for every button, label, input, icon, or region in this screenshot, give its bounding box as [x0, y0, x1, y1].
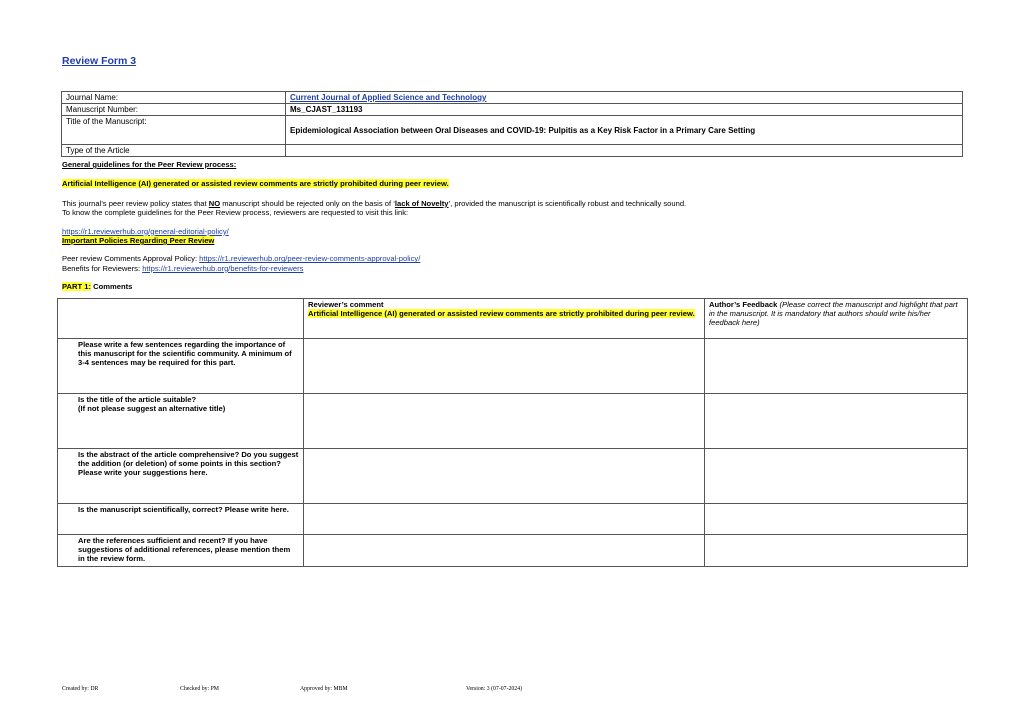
benefits-line: Benefits for Reviewers: https://r1.reviewerhub.org/benefits-for-reviewers [62, 263, 304, 273]
table-row [58, 504, 968, 535]
ai-warning: Artificial Intelligence (AI) generated or assisted review comments are strictly prohibited during peer review. [62, 179, 449, 189]
question-title: Is the title of the article suitable? (If not please suggest an alternative title) [58, 394, 304, 449]
journal-row [62, 92, 963, 104]
manuscript-title-value: Epidemiological Association between Oral Diseases and COVID-19: Pulpitis as a Key Risk Factor in a Primary Care Setting [286, 116, 963, 145]
reviewer-comment-header: Reviewer’s comment Artificial Intelligence (AI) generated or assisted review comments are strictly prohibited during peer review. [304, 299, 705, 339]
table-row [58, 535, 968, 567]
important-policies-heading: Important Policies Regarding Peer Review [62, 236, 215, 246]
journal-link[interactable]: Current Journal of Applied Science and Technology [290, 93, 487, 102]
approval-policy-link[interactable]: https://r1.reviewerhub.org/peer-review-comments-approval-policy/ [199, 254, 421, 264]
table-row [58, 339, 968, 394]
author-feedback-cell[interactable] [705, 535, 968, 567]
visit-text: To know the complete guidelines for the Peer Review process, reviewers are requested to visit this link: [62, 208, 409, 218]
question-references: Are the references sufficient and recent? If you have suggestions of additional references, please mention them in the review form. [58, 535, 304, 567]
editorial-policy-link[interactable]: https://r1.reviewerhub.org/general-editorial-policy/ [62, 226, 229, 236]
manuscript-info-table [61, 91, 963, 157]
table-row [58, 394, 968, 449]
reviewer-comment-cell[interactable] [304, 535, 705, 567]
reviewer-comment-cell[interactable] [304, 339, 705, 394]
journal-label: Journal Name: [62, 92, 286, 104]
guidelines-heading: General guidelines for the Peer Review process: [62, 160, 237, 169]
article-type-row [62, 145, 963, 157]
comments-header-row [58, 299, 968, 339]
comments-table [57, 298, 968, 567]
question-importance: Please write a few sentences regarding the importance of this manuscript for the scientific community. A minimum of 3-4 sentences may be required for this part. [58, 339, 304, 394]
reviewer-ai-warning: Artificial Intelligence (AI) generated or assisted review comments are strictly prohibited during peer review. [308, 309, 695, 318]
approval-policy-line: Peer review Comments Approval Policy: https://r1.reviewerhub.org/peer-review-comments-approval-policy/ [62, 254, 421, 264]
author-feedback-cell[interactable] [705, 339, 968, 394]
manuscript-number-value: Ms_CJAST_131193 [286, 104, 963, 116]
article-type-value[interactable] [286, 145, 963, 157]
footer-created: Created by: DR [62, 686, 99, 692]
footer-version: Version: 3 (07-07-2024) [466, 686, 523, 692]
reviewer-comment-cell[interactable] [304, 504, 705, 535]
footer-approved: Approved by: MBM [300, 686, 348, 692]
author-feedback-cell[interactable] [705, 394, 968, 449]
question-header-cell [58, 299, 304, 339]
footer-checked: Checked by: PM [180, 686, 219, 692]
table-row [58, 449, 968, 504]
question-scientific: Is the manuscript scientifically, correct? Please write here. [58, 504, 304, 535]
reviewer-comment-cell[interactable] [304, 449, 705, 504]
guidelines-section [62, 160, 962, 292]
policy-statement: This journal’s peer review policy states that NO manuscript should be rejected only on the basis of ‘lack of Novelty’, provided the manuscript is scientifically robust and technically sound. [62, 198, 687, 208]
manuscript-number-label: Manuscript Number: [62, 104, 286, 116]
title-row [62, 116, 963, 145]
reviewer-comment-cell[interactable] [304, 394, 705, 449]
policy-novelty: lack of Novelty [394, 198, 449, 208]
title-label: Title of the Manuscript: [62, 116, 286, 145]
author-feedback-header: Author’s Feedback (Please correct the manuscript and highlight that part in the manuscript. It is mandatory that authors should write his/her feedback here) [705, 299, 968, 339]
benefits-link[interactable]: https://r1.reviewerhub.org/benefits-for-reviewers [142, 263, 304, 273]
question-abstract: Is the abstract of the article comprehensive? Do you suggest the addition (or deletion) of some points in this section? Please write your suggestions here. [58, 449, 304, 504]
manuscript-number-row [62, 104, 963, 116]
author-feedback-cell[interactable] [705, 504, 968, 535]
part-heading: PART 1: Comments [62, 282, 133, 292]
form-title: Review Form 3 [62, 55, 137, 67]
policy-no: NO [208, 198, 221, 208]
article-type-label: Type of the Article [62, 145, 286, 157]
author-feedback-cell[interactable] [705, 449, 968, 504]
